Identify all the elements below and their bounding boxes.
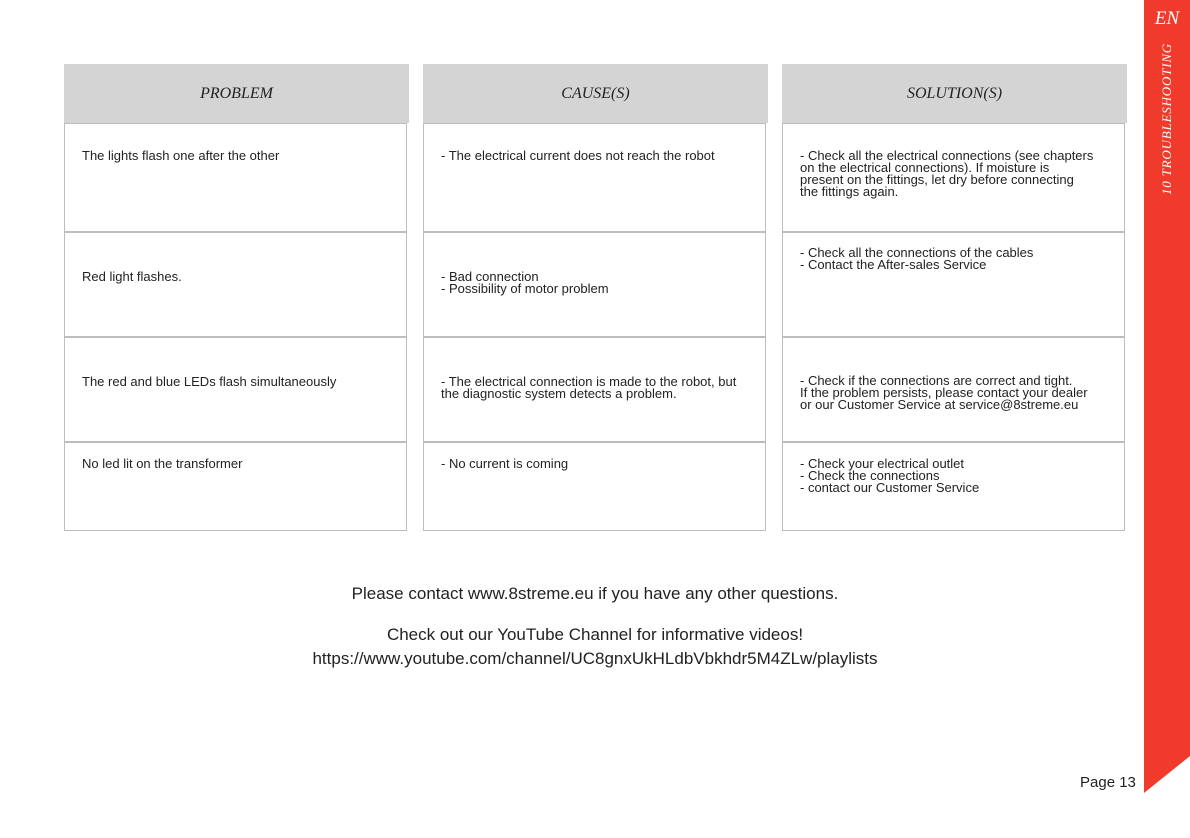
problem-header: PROBLEM [64, 64, 409, 123]
problem-text: No led lit on the transformer [82, 456, 243, 471]
solution-text: - Check all the electrical connections (see chapters on the electrical connections). If moisture is present on the fittings, let dry before connecting the fittings again. [800, 148, 1094, 199]
cause-text: - The electrical current does not reach the robot [441, 148, 715, 163]
solution-cell [782, 442, 1125, 531]
solution-text: - Check if the connections are correct and tight. If the problem persists, please contact your dealer or our Customer Service at service@8streme.eu [800, 373, 1088, 412]
solution-header: SOLUTION(S) [782, 64, 1127, 123]
problem-text: The lights flash one after the other [82, 148, 280, 163]
problem-text: Red light flashes. [82, 269, 182, 284]
solution-text: - Check all the connections of the cables - Contact the After-sales Service [800, 245, 1034, 272]
language-label: EN [1154, 8, 1180, 29]
problem-cell [64, 337, 407, 442]
page-number: Page 13 [1080, 774, 1136, 791]
youtube-note: Check out our YouTube Channel for informative videos! [386, 625, 804, 644]
problem-text: The red and blue LEDs flash simultaneously [82, 374, 337, 389]
solution-cell [782, 123, 1125, 232]
cause-cell [423, 442, 766, 531]
contact-note: Please contact www.8streme.eu if you have any other questions. [351, 584, 839, 603]
solution-cell [782, 337, 1125, 442]
problem-cell [64, 442, 407, 531]
solution-text: - Check your electrical outlet - Check the connections - contact our Customer Service [800, 456, 980, 495]
cause-header: CAUSE(S) [423, 64, 768, 123]
solution-cell [782, 232, 1125, 337]
section-title: 10 TROUBLESHOOTING [1159, 43, 1174, 195]
youtube-link[interactable]: https://www.youtube.com/channel/UC8gnxUkHLdbVbkhdr5M4ZLw/playlists [312, 649, 878, 668]
problem-cell [64, 232, 407, 337]
problem-cell [64, 123, 407, 232]
cause-text: - The electrical connection is made to the robot, but the diagnostic system detects a problem. [441, 374, 737, 401]
cause-text: - Bad connection - Possibility of motor problem [441, 269, 609, 296]
cause-cell [423, 232, 766, 337]
cause-text: - No current is coming [441, 456, 569, 471]
cause-cell [423, 123, 766, 232]
cause-cell [423, 337, 766, 442]
